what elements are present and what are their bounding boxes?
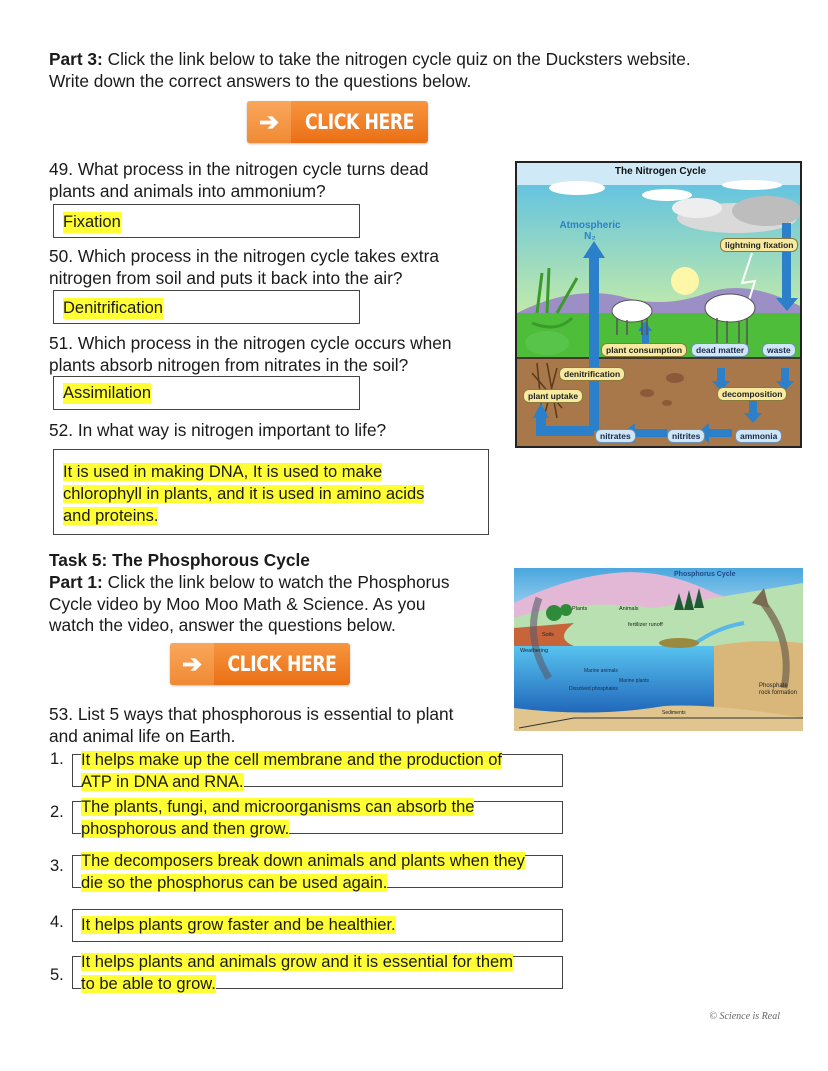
- part3-instructions: Part 3: Click the link below to take the nitrogen cycle quiz on the Ducksters website. Write down the correct answers to the questions below.: [49, 49, 691, 91]
- denitrification-label: denitrification: [559, 367, 625, 381]
- phosphate-rock-formation-label: Phosphate rock formation: [759, 683, 798, 696]
- answer-52-field[interactable]: It is used in making DNA, It is used to make chlorophyll in plants, and it is used in amino acids and proteins.: [53, 449, 489, 535]
- phosphorus-video-click-here-button[interactable]: ➔ CLICK HERE: [170, 643, 350, 685]
- task5-part1-instructions: Part 1: Click the link below to watch the Phosphorus Cycle video by Moo Moo Math & Science. As you watch the video, answer the questions below.: [49, 572, 450, 635]
- atmospheric-n2-label: Atmospheric N₂: [559, 220, 621, 242]
- ammonia-label: ammonia: [735, 429, 782, 443]
- plant-uptake-label: plant uptake: [523, 389, 583, 403]
- answer-49-field[interactable]: Fixation: [53, 204, 360, 238]
- answer-50-field[interactable]: Denitrification: [53, 290, 360, 324]
- plant-consumption-label: plant consumption: [601, 343, 687, 357]
- nitrogen-cycle-diagram: [515, 161, 802, 448]
- nitrates-label: nitrates: [595, 429, 636, 443]
- lightning-fixation-label: lightning fixation: [720, 238, 798, 252]
- phosphorus-cycle-diagram: Phosphorus Cycle Plants Animals fertilizer runoff Soils Weathering Marine animals Marine plants Dissolved phosphates Sediments Phosphate rock formation: [514, 568, 803, 731]
- question-51: 51. Which process in the nitrogen cycle occurs when plants absorb nitrogen from nitrates in the soil?: [49, 333, 452, 375]
- nitrogen-figure-title: The Nitrogen Cycle: [614, 166, 707, 177]
- question-50: 50. Which process in the nitrogen cycle takes extra nitrogen from soil and puts it back into the air?: [49, 246, 439, 288]
- answer-51-field[interactable]: Assimilation: [53, 376, 360, 410]
- task5-heading: Task 5: The Phosphorous Cycle: [49, 550, 310, 570]
- nitrites-label: nitrites: [667, 429, 705, 443]
- part3-label: Part 3:: [49, 49, 103, 69]
- waste-label: waste: [762, 343, 796, 357]
- question-53: 53. List 5 ways that phosphorous is essential to plant and animal life on Earth.: [49, 704, 454, 746]
- phosphorus-figure-title: Phosphorus Cycle: [674, 571, 736, 578]
- question-52: 52. In what way is nitrogen important to life?: [49, 420, 387, 440]
- copyright-credit: © Science is Real: [709, 1011, 780, 1022]
- dead-matter-label: dead matter: [691, 343, 749, 357]
- arrow-right-icon: ➔: [247, 101, 291, 143]
- arrow-right-icon: ➔: [170, 643, 214, 685]
- nitrogen-quiz-click-here-button[interactable]: ➔ CLICK HERE: [247, 101, 428, 143]
- decomposition-label: decomposition: [717, 387, 787, 401]
- question-49: 49. What process in the nitrogen cycle turns dead plants and animals into ammonium?: [49, 159, 429, 201]
